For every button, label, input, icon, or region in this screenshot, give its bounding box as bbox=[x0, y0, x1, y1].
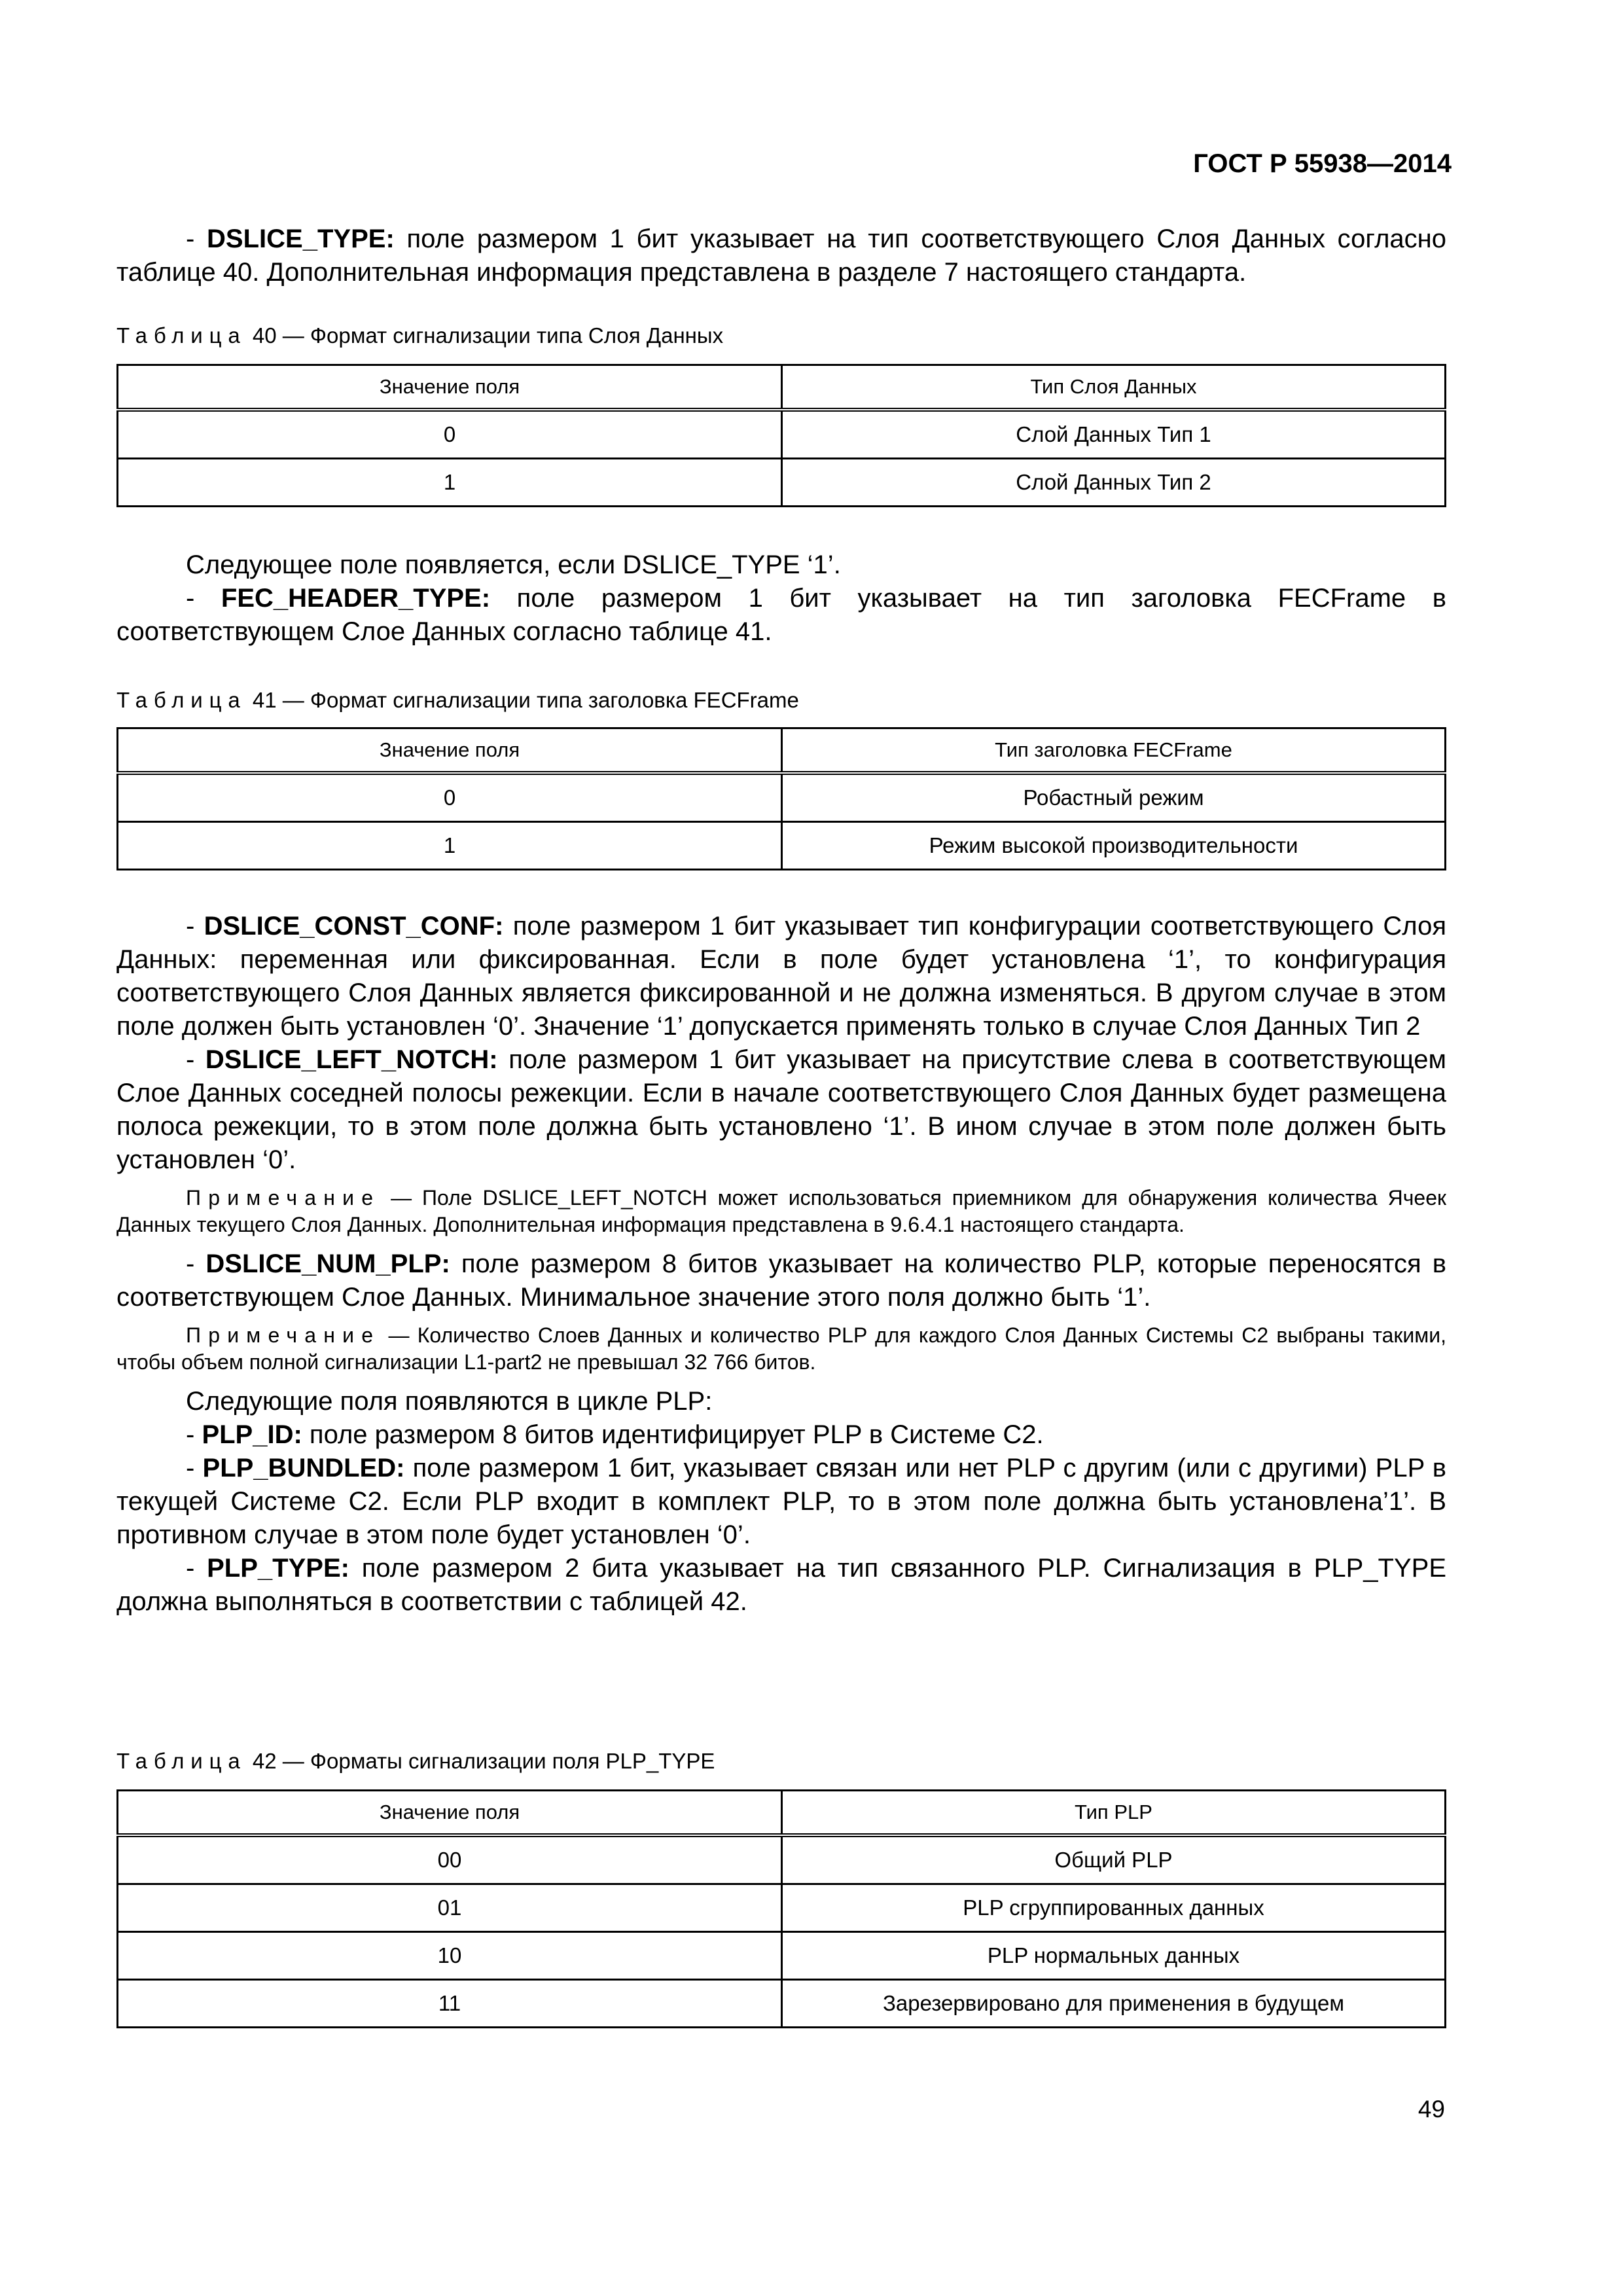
term-dslice-type: DSLICE_TYPE: bbox=[207, 224, 395, 253]
para-group-main: - DSLICE_CONST_CONF: поле размером 1 бит указывает тип конфигурации соответствующего Слоя Данных: переменная или фиксированная. Если в поле будет установлена ‘1’, то конфигурация соответствующего Слоя Данных является фиксированной и не должна изменяться. В другом случае в этом поле должен быть установлен ‘0’. Значение ‘1’ допускается применять только в случае Слоя Данных Тип 2 - DSLICE_LEFT_NOTCH: поле размером 1 бит указывает на присутствие слева в соответствующем Слое Данных соседней полосы режекции. Если в начале соответствующего Слоя Данных будет размещена полоса режекции, то в этом поле должна быть установлено ‘1’. В ином случае в этом поле должен быть установлен ‘0’. Примечание — Поле DSLICE_LEFT_NOTCH может использоваться приемником для обнаружения количества Ячеек Данных текущего Слоя Данных. Дополнительная информация представлена в 9.6.4.1 настоящего стандарта. - DSLICE_NUM_PLP: поле размером 8 битов указывает на количество PLP, которые переносятся в соответствующем Слое Данных. Минимальное значение этого поля должно быть ‘1’. Примечание — Количество Слоев Данных и количество PLP для каждого Слоя Данных Системы С2 выбраны такими, чтобы объем полной сигнализации L1-part2 не превышал 32 766 битов. Следующие поля появляются в цикле PLP: - PLP_ID: поле размером 8 битов идентифицирует PLP в Системе С2. - PLP_BUNDLED: поле размером 1 бит, указывает связан или нет PLP с другим (или с другими) PLP в текущей Системе С2. Если PLP входит в комплект PLP, то в этом поле должна быть установлена’1’. В противном случае в этом поле будет установлен ‘0’. - PLP_TYPE: поле размером 2 бита указывает на тип связанного PLP. Сигнализация в PLP_TYPE должна выполняться в соответствии с таблицей 42. bbox=[116, 912, 1447, 1616]
term-plp-id: PLP_ID: bbox=[202, 1420, 302, 1449]
para-text: поле размером 1 бит указывает на тип заголовка FECFrame в соответствующем Слое Данных согласно таблице 41. bbox=[116, 584, 1447, 646]
table-cell: 10 bbox=[118, 1932, 782, 1980]
table-row bbox=[118, 773, 1446, 822]
para-next-field: Следующее поле появляется, если DSLICE_TYPE ‘1’. bbox=[186, 550, 841, 579]
term-plp-type: PLP_TYPE: bbox=[207, 1554, 349, 1583]
table-row bbox=[118, 1884, 1446, 1932]
table-row bbox=[118, 459, 1446, 507]
table-row bbox=[118, 410, 1446, 459]
table-row bbox=[118, 1980, 1446, 2028]
para-text: поле размером 1 бит указывает на тип соответствующего Слоя Данных согласно таблице 40. Дополнительная информация представлена в разделе 7 настоящего стандарта. bbox=[116, 224, 1446, 287]
para-text: поле размером 8 битов идентифицирует PLP в Системе С2. bbox=[302, 1420, 1044, 1449]
para-text: поле размером 1 бит, указывает связан или нет PLP с другим (или с другими) PLP в текущей Системе С2. Если PLP входит в комплект PLP, то в этом поле должна быть установлена’1’. В противном случае в этом поле будет установлен ‘0’. bbox=[116, 1454, 1446, 1549]
col-header: Значение поля bbox=[118, 728, 782, 774]
table-cell: 0 bbox=[118, 773, 782, 822]
table-header-row bbox=[118, 728, 1446, 774]
table-row bbox=[118, 1835, 1446, 1884]
col-header: Тип PLP bbox=[782, 1791, 1446, 1836]
table40 bbox=[116, 364, 1446, 507]
para-text: поле размером 8 битов указывает на количество PLP, которые переносятся в соответствующем Слое Данных. Минимальное значение этого поля должно быть ‘1’. bbox=[116, 1249, 1446, 1312]
caption-text: 40 — Формат сигнализации типа Слоя Данных bbox=[252, 323, 724, 348]
note-text: — Количество Слоев Данных и количество PLP для каждого Слоя Данных Системы С2 выбраны такими, чтобы объем полной сигнализации L1-part2 не превышал 32 766 битов. bbox=[116, 1323, 1446, 1374]
table-row bbox=[118, 822, 1446, 870]
caption-label: Таблица bbox=[116, 1749, 247, 1773]
note-label: Примечание bbox=[186, 1323, 381, 1347]
table-cell: Общий PLP bbox=[782, 1835, 1446, 1884]
term-fec-header-type: FEC_HEADER_TYPE: bbox=[221, 584, 491, 613]
table42-caption bbox=[116, 1749, 1446, 1774]
table-cell: Слой Данных Тип 2 bbox=[782, 459, 1446, 507]
page-number: 49 bbox=[1418, 2096, 1445, 2123]
term-dslice-left-notch: DSLICE_LEFT_NOTCH: bbox=[205, 1045, 498, 1074]
para-text: поле размером 1 бит указывает тип конфигурации соответствующего Слоя Данных: переменная или фиксированная. Если в поле будет установлена ‘1’, то конфигурация соответствующего Слоя Данных является фиксированной и не должна изменяться. В другом случае в этом поле должен быть установлен ‘0’. Значение ‘1’ допускается применять только в случае Слоя Данных Тип 2 bbox=[116, 912, 1446, 1041]
table-cell: PLP сгруппированных данных bbox=[782, 1884, 1446, 1932]
table-row bbox=[118, 1932, 1446, 1980]
caption-text: 42 — Форматы сигнализации поля PLP_TYPE bbox=[252, 1749, 715, 1773]
note-text: — Поле DSLICE_LEFT_NOTCH может использоваться приемником для обнаружения количества Ячеек Данных текущего Слоя Данных. Дополнительная информация представлена в 9.6.4.1 настоящего стандарта. bbox=[116, 1186, 1446, 1236]
col-header: Тип Слоя Данных bbox=[782, 365, 1446, 410]
table-cell: Режим высокой производительности bbox=[782, 822, 1446, 870]
table-cell: 1 bbox=[118, 459, 782, 507]
term-dslice-const-conf: DSLICE_CONST_CONF: bbox=[204, 912, 504, 941]
para-text: поле размером 1 бит указывает на присутствие слева в соответствующем Слое Данных соседней полосы режекции. Если в начале соответствующего Слоя Данных будет размещена полоса режекции, то в этом поле должна быть установлено ‘1’. В ином случае в этом поле должен быть установлен ‘0’. bbox=[116, 1045, 1447, 1174]
note-label: Примечание bbox=[186, 1186, 381, 1210]
table41 bbox=[116, 727, 1446, 870]
document-id: ГОСТ Р 55938—2014 bbox=[1193, 149, 1452, 178]
col-header: Значение поля bbox=[118, 1791, 782, 1836]
para-text: поле размером 2 бита указывает на тип связанного PLP. Сигнализация в PLP_TYPE должна выполняться в соответствии с таблицей 42. bbox=[116, 1554, 1447, 1616]
table-cell: 01 bbox=[118, 1884, 782, 1932]
col-header: Тип заголовка FECFrame bbox=[782, 728, 1446, 774]
col-header: Значение поля bbox=[118, 365, 782, 410]
table-cell: 00 bbox=[118, 1835, 782, 1884]
caption-text: 41 — Формат сигнализации типа заголовка FECFrame bbox=[252, 688, 799, 712]
table-cell: Слой Данных Тип 1 bbox=[782, 410, 1446, 459]
table-header-row bbox=[118, 365, 1446, 410]
table-cell: Зарезервировано для применения в будущем bbox=[782, 1980, 1446, 2028]
caption-label: Таблица bbox=[116, 688, 247, 712]
table41-caption bbox=[116, 688, 1446, 713]
table40-caption bbox=[116, 323, 1446, 348]
table-cell: Робастный режим bbox=[782, 773, 1446, 822]
table-cell: 0 bbox=[118, 410, 782, 459]
term-dslice-num-plp: DSLICE_NUM_PLP: bbox=[205, 1249, 450, 1278]
para-dslice-type: - DSLICE_TYPE: поле размером 1 бит указывает на тип соответствующего Слоя Данных согласно таблице 40. Дополнительная информация представлена в разделе 7 настоящего стандарта. bbox=[116, 224, 1446, 287]
table-cell: 11 bbox=[118, 1980, 782, 2028]
table-cell: PLP нормальных данных bbox=[782, 1932, 1446, 1980]
caption-label: Таблица bbox=[116, 323, 247, 348]
table-header-row bbox=[118, 1791, 1446, 1836]
table42 bbox=[116, 1789, 1446, 2028]
table-cell: 1 bbox=[118, 822, 782, 870]
term-plp-bundled: PLP_BUNDLED: bbox=[202, 1454, 405, 1482]
para-group-fec: Следующее поле появляется, если DSLICE_TYPE ‘1’. - FEC_HEADER_TYPE: поле размером 1 бит указывает на тип заголовка FECFrame в соответствующем Слое Данных согласно таблице 41. bbox=[116, 548, 1446, 649]
para-plp-loop: Следующие поля появляются в цикле PLP: bbox=[186, 1387, 713, 1416]
